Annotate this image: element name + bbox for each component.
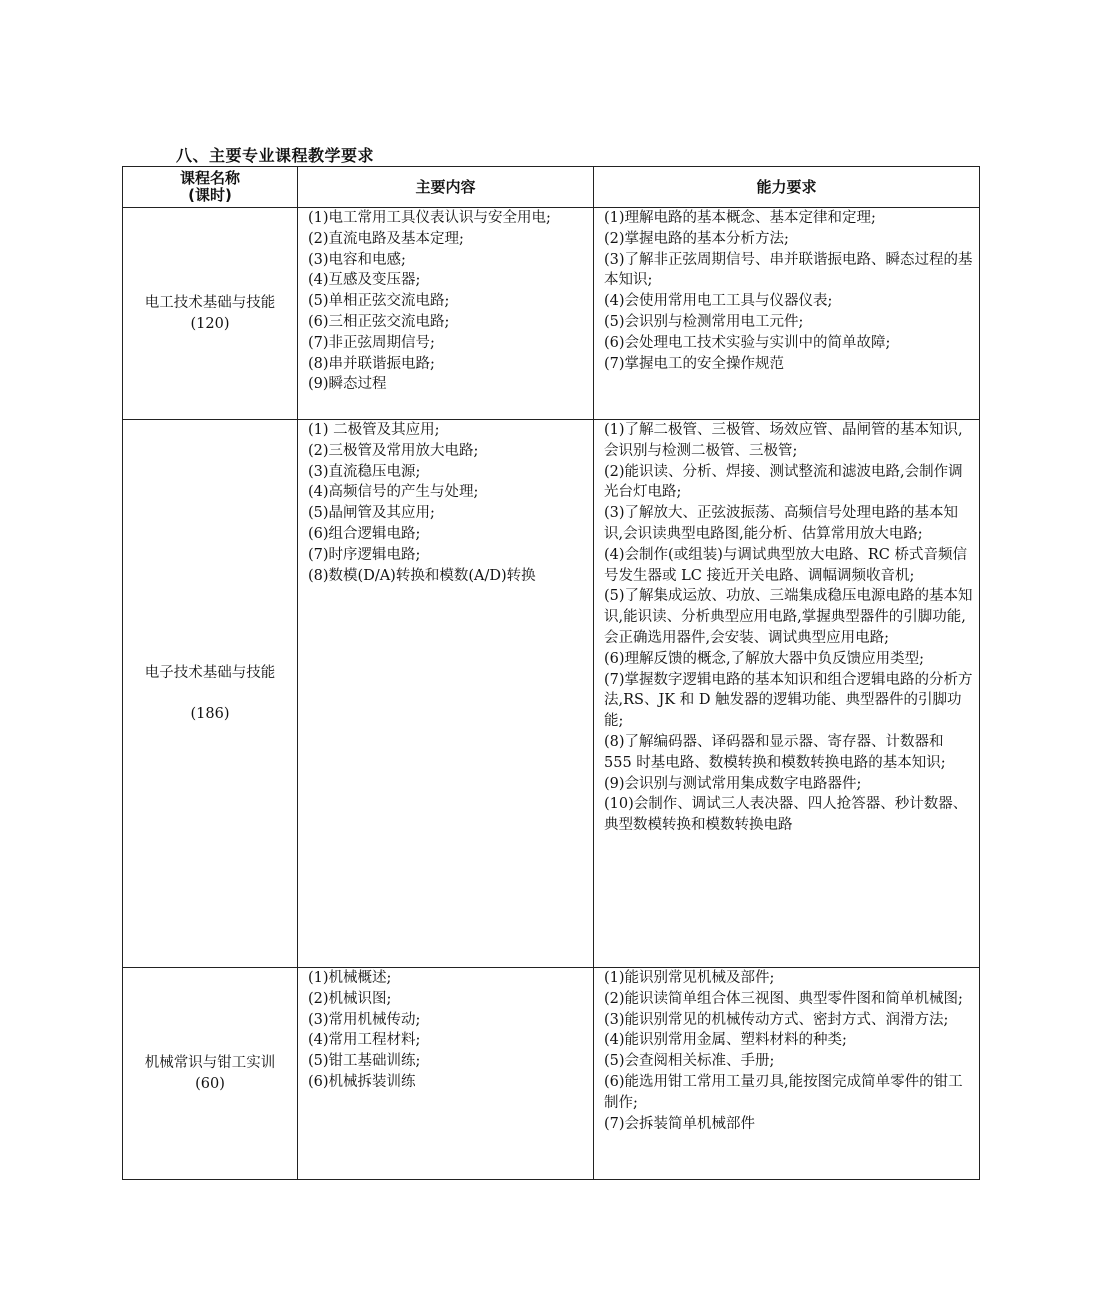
- ability-item: (2)掌握电路的基本分析方法;: [604, 230, 789, 247]
- ability-item: (4)能识别常用金属、塑料材料的种类;: [604, 1032, 847, 1049]
- content-cell: [298, 420, 594, 968]
- content-item: (5)钳工基础训练;: [308, 1053, 421, 1070]
- content-item: (1)机械概述;: [308, 970, 392, 986]
- content-item: (4)互感及变压器;: [308, 272, 421, 289]
- section-title: 八、主要专业课程教学要求: [176, 146, 375, 165]
- ability-item: (6)理解反馈的概念,了解放大器中负反馈应用类型;: [604, 650, 925, 667]
- ability-item: (8)了解编码器、译码器和显示器、寄存器、计数器和 555 时基电路、数模转换和模数转换电路的基本知识;: [604, 733, 946, 771]
- content-item: (4)常用工程材料;: [308, 1032, 421, 1049]
- ability-item: (3)了解非正弦周期信号、串并联谐振电路、瞬态过程的基本知识;: [604, 251, 973, 289]
- content-cell: [298, 968, 594, 1180]
- header-course-name-label: 课程名称: [179, 169, 240, 187]
- content-item: (6)机械拆装训练: [308, 1073, 416, 1090]
- ability-item: (1)了解二极管、三极管、场效应管、晶闸管的基本知识,会识别与检测二极管、三极管;: [604, 422, 963, 459]
- content-item: (2)直流电路及基本定理;: [308, 230, 464, 247]
- content-item: (6)组合逻辑电路;: [308, 525, 421, 542]
- content-item: (8)数模(D/A)转换和模数(A/D)转换: [308, 567, 536, 584]
- content-cell: [298, 208, 594, 420]
- header-main-content: 主要内容: [298, 167, 594, 208]
- content-item: (1)电工常用工具仪表认识与安全用电;: [308, 210, 551, 226]
- content-item: (5)单相正弦交流电路;: [308, 293, 450, 310]
- content-item: (2)机械识图;: [308, 990, 392, 1007]
- course-cell: [123, 208, 298, 420]
- ability-item: (2)能识读、分析、焊接、测试整流和滤波电路,会制作调光台灯电路;: [604, 463, 963, 501]
- content-item: (6)三相正弦交流电路;: [308, 313, 450, 330]
- content-item: (8)串并联谐振电路;: [308, 355, 435, 372]
- ability-item: (6)会处理电工技术实验与实训中的简单故障;: [604, 334, 891, 351]
- header-ability-requirements: 能力要求: [594, 167, 980, 208]
- course-hours: (60): [195, 1075, 225, 1092]
- course-cell: [123, 420, 298, 968]
- ability-cell: [594, 420, 980, 968]
- table-row: [123, 968, 980, 1180]
- header-course-name: [123, 167, 298, 208]
- ability-item: (7)掌握数字逻辑电路的基本知识和组合逻辑电路的分析方法,RS、JK 和 D 触发器的逻辑功能、典型器件的引脚功能;: [604, 671, 973, 730]
- ability-cell: [594, 968, 980, 1180]
- table-row: [123, 208, 980, 420]
- content-item: (7)非正弦周期信号;: [308, 334, 435, 351]
- ability-item: (4)会使用常用电工工具与仪器仪表;: [604, 293, 833, 310]
- course-requirements-table: [122, 166, 980, 1180]
- content-item: (3)常用机械传动;: [308, 1011, 421, 1028]
- course-name: 电工技术基础与技能: [144, 294, 276, 311]
- content-item: (3)直流稳压电源;: [308, 463, 421, 480]
- table-header-row: [123, 167, 980, 208]
- ability-item: (7)掌握电工的安全操作规范: [604, 355, 785, 372]
- header-course-hours-label: (课时): [188, 186, 232, 204]
- course-cell: [123, 968, 298, 1180]
- content-item: (2)三极管及常用放大电路;: [308, 442, 479, 459]
- ability-cell: [594, 208, 980, 420]
- ability-item: (6)能选用钳工常用工量刃具,能按图完成简单零件的钳工制作;: [604, 1073, 963, 1111]
- ability-item: (5)会识别与检测常用电工元件;: [604, 313, 804, 330]
- content-item: (1) 二极管及其应用;: [308, 422, 440, 438]
- course-hours: (120): [190, 315, 230, 332]
- table-row: [123, 420, 980, 968]
- ability-item: (3)能识别常见的机械传动方式、密封方式、润滑方法;: [604, 1011, 949, 1028]
- ability-item: (5)会查阅相关标准、手册;: [604, 1053, 775, 1070]
- content-item: (7)时序逻辑电路;: [308, 546, 421, 563]
- ability-item: (2)能识读简单组合体三视图、典型零件图和简单机械图;: [604, 990, 963, 1007]
- ability-item: (1)能识别常见机械及部件;: [604, 970, 775, 986]
- ability-item: (1)理解电路的基本概念、基本定律和定理;: [604, 210, 876, 226]
- ability-item: (3)了解放大、正弦波振荡、高频信号处理电路的基本知识,会识读典型电路图,能分析、估算常用放大电路;: [604, 505, 959, 542]
- course-name: 电子技术基础与技能: [144, 664, 276, 681]
- content-item: (5)晶闸管及其应用;: [308, 505, 435, 522]
- ability-item: (9)会识别与测试常用集成数字电路器件;: [604, 775, 862, 792]
- content-item: (9)瞬态过程: [308, 376, 387, 393]
- course-name: 机械常识与钳工实训: [144, 1054, 276, 1071]
- ability-item: (4)会制作(或组装)与调试典型放大电路、RC 桥式音频信号发生器或 LC 接近开关电路、调幅调频收音机;: [604, 546, 967, 584]
- content-item: (3)电容和电感;: [308, 251, 406, 268]
- content-item: (4)高频信号的产生与处理;: [308, 484, 479, 501]
- ability-item: (10)会制作、调试三人表决器、四人抢答器、秒计数器、典型数模转换和模数转换电路: [604, 796, 968, 834]
- course-hours: (186): [190, 705, 230, 722]
- ability-item: (7)会拆装简单机械部件: [604, 1115, 756, 1132]
- ability-item: (5)了解集成运放、功放、三端集成稳压电源电路的基本知识,能识读、分析典型应用电路,掌握典型器件的引脚功能,会正确选用器件,会安装、调试典型应用电路;: [604, 588, 973, 646]
